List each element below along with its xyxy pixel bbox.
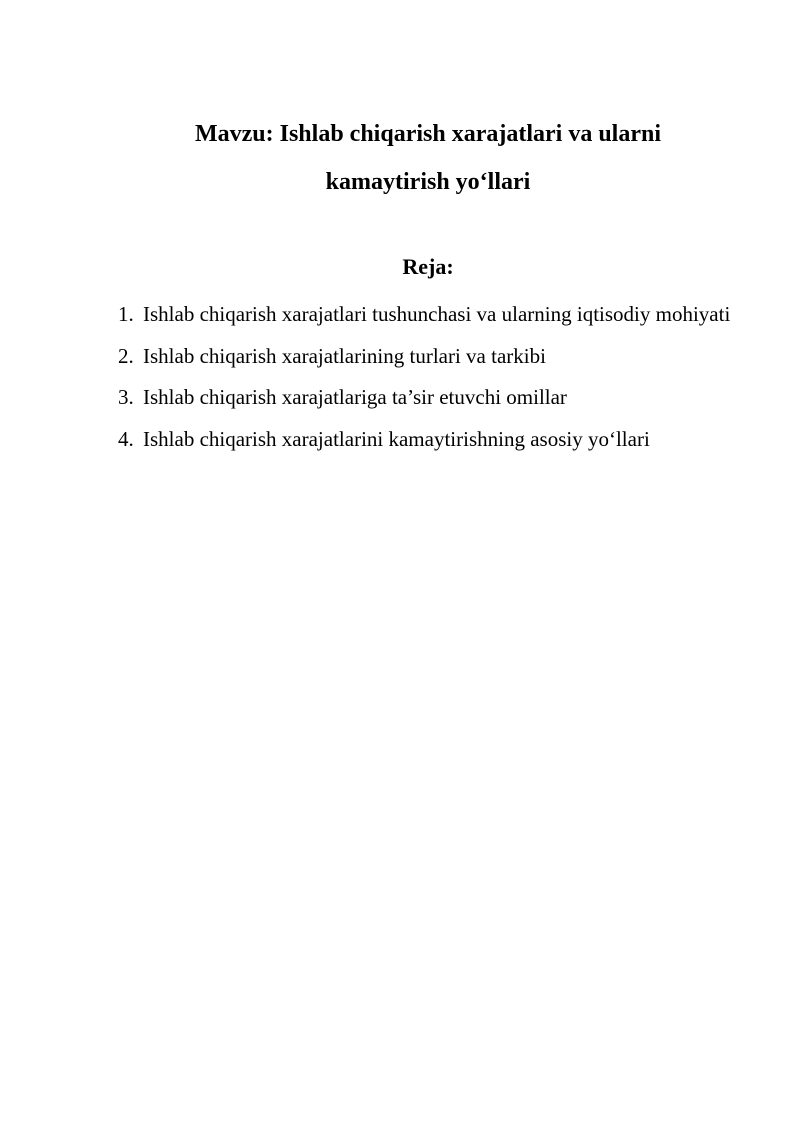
plan-item-number: 2. — [118, 343, 134, 368]
plan-heading: Reja: — [402, 254, 454, 279]
plan-item-4 — [118, 419, 738, 461]
plan-item-text: Ishlab chiqarish xarajatlariga ta’sir etuvchi omillar — [143, 385, 567, 409]
plan-item-number: 4. — [118, 426, 134, 451]
plan-item-number: 3. — [118, 385, 134, 409]
plan-item-text: Ishlab chiqarish xarajatlarini kamaytirishning asosiy yo‘llari — [143, 426, 650, 451]
plan-item-text: Ishlab chiqarish xarajatlarining turlari va tarkibi — [143, 343, 546, 368]
plan-item-3 — [118, 377, 738, 419]
plan-item-number: 1. — [118, 302, 134, 326]
plan-item-2 — [118, 336, 738, 378]
plan-item-text: Ishlab chiqarish xarajatlari tushunchasi va ularning iqtisodiy mohiyati — [143, 302, 731, 326]
topic-title-line-2: kamaytirish yo‘llari — [325, 169, 531, 195]
plan-list — [118, 294, 738, 460]
plan-item-1 — [118, 294, 738, 336]
topic-title-line-1: Mavzu: Ishlab chiqarish xarajatlari va ularni — [194, 121, 662, 147]
